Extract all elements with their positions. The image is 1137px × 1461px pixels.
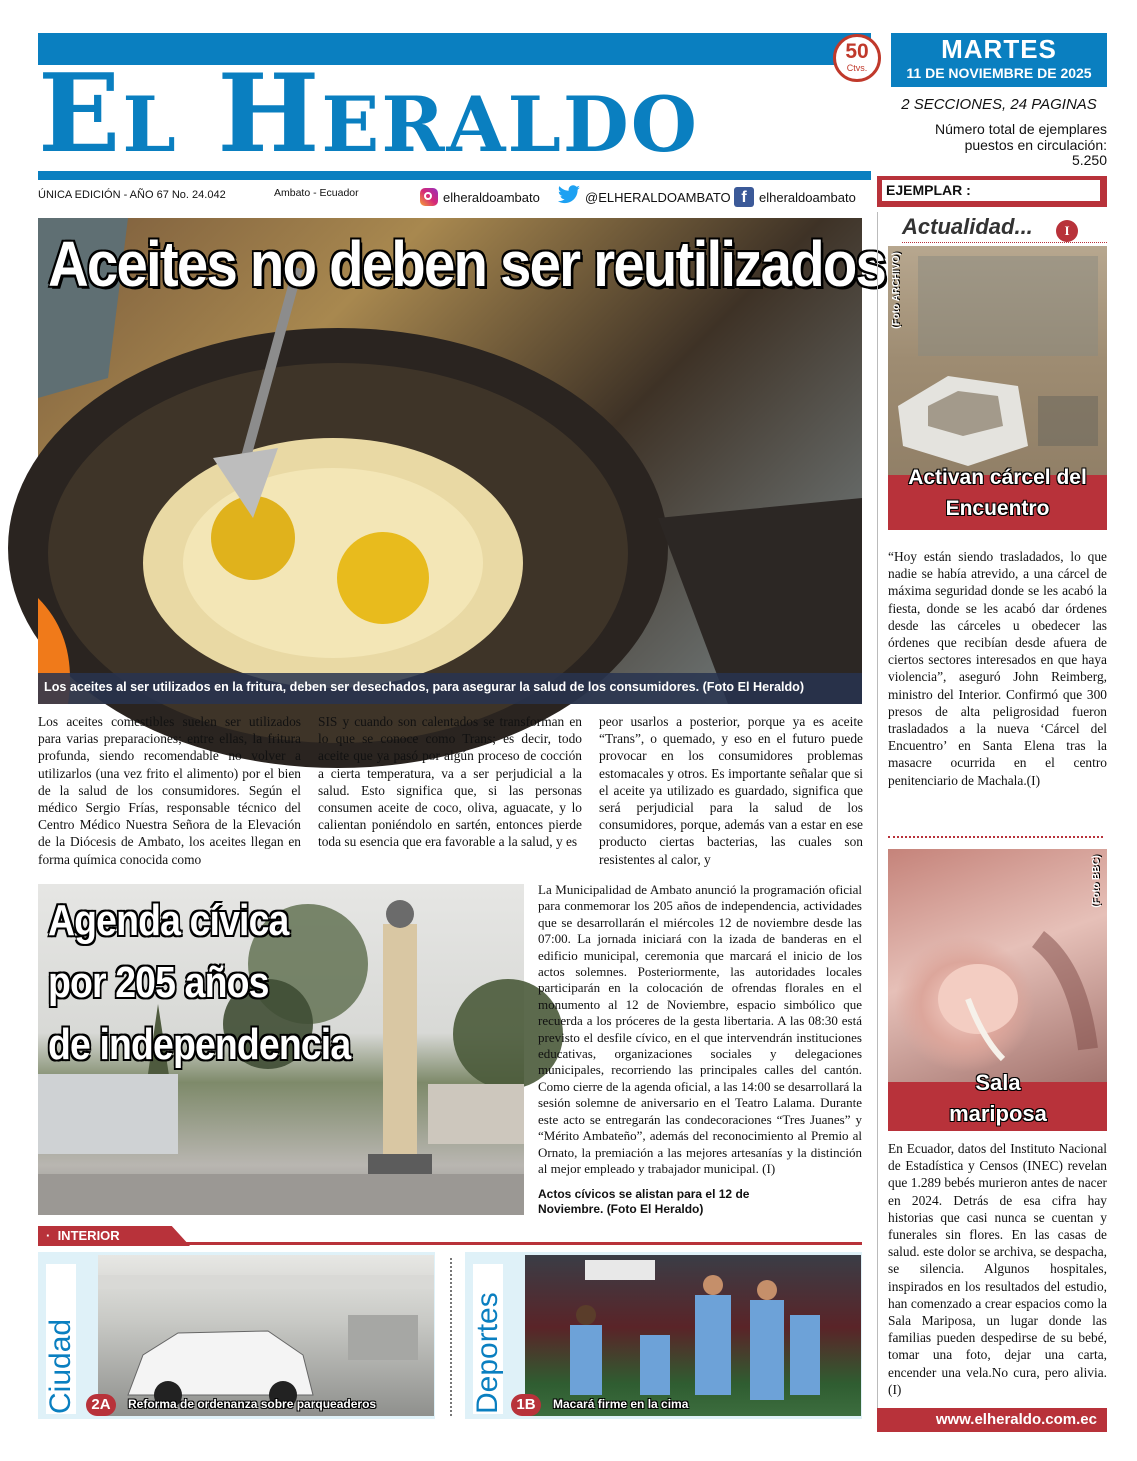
agenda-headline-line-1: Agenda cívica [48, 896, 289, 945]
facebook-icon: f [734, 187, 754, 207]
teaser-ciudad-photo [98, 1255, 434, 1416]
agenda-headline-line-3: de independencia [48, 1020, 351, 1069]
circulation-value: 5.250 [1071, 152, 1107, 168]
twitter-link[interactable] [557, 187, 731, 207]
interior-label-wrap [46, 1228, 120, 1243]
teaser-deportes-section: Deportes [473, 1264, 503, 1414]
lead-column-1: Los aceites comestibles suelen ser utilizados para varias preparaciones; entre ellas, la fritura profunda, siendo recomendable no volver a utilizarlos (una vez frito el alimento) por el bien de la salud de los consumidores. Según el médico Sergio Frías, responsable técnico del Centro Médico Nuestra Señora de la Elevación de la Diócesis de Ambato, los aceites llegan en forma química conocida como [38, 714, 301, 867]
facebook-link[interactable] [734, 187, 856, 207]
teaser-ciudad-caption: Reforma de ordenanza sobre parqueaderos [128, 1397, 377, 1411]
sala-photo[interactable] [888, 849, 1107, 1131]
prison-text: “Hoy están siendo trasladados, lo que nadie se había atrevido, a una cárcel de máxima seguridad donde se les acabó la fiesta, donde se les acabó dar órdenes desde las cárceles u obedecer las órdenes que recibían desde afuera de ciertos sectores interesados en que haya violencia”, aseguró John Reimberg, ministro del Interior. Confirmó que 300 presos de alta peligrosidad fueron trasladados a la nueva ‘Cárcel del Encuentro’ en Santa Elena tras la masacre ocurrida en el centro penitenciario de Machala.(I) [888, 549, 1107, 788]
copy-number-box [877, 176, 1107, 207]
sala-headline: Sala mariposa [949, 1070, 1047, 1126]
masthead-logo[interactable]: El Heraldo [38, 51, 699, 177]
prison-photo[interactable] [888, 246, 1107, 530]
teaser-ciudad-section: Ciudad [46, 1264, 76, 1414]
teaser-ciudad-badge: 2A [86, 1394, 116, 1416]
edition-info: ÚNICA EDICIÓN - AÑO 67 No. 24.042 [38, 189, 226, 201]
prison-headline: Activan cárcel del Encuentro [908, 466, 1087, 520]
prison-photo-credit: (Foto ARCHIVO) [891, 252, 902, 329]
price-unit: Ctvs. [846, 63, 868, 73]
sidebar-rule [877, 212, 879, 1422]
interior-label: INTERIOR [57, 1228, 120, 1243]
copy-number-label: EJEMPLAR : [882, 180, 1100, 201]
day-name: MARTES [941, 34, 1057, 64]
facebook-handle: elheraldoambato [759, 189, 856, 205]
agenda-headline [48, 890, 404, 1076]
twitter-handle: @ELHERALDOAMBATO [585, 189, 731, 205]
teaser-divider [450, 1258, 452, 1416]
sala-photo-credit: (Foto BBC) [1091, 855, 1102, 908]
location: Ambato - Ecuador [274, 187, 359, 199]
price-badge [833, 34, 881, 82]
teaser-ciudad[interactable] [38, 1252, 435, 1419]
instagram-handle: elheraldoambato [443, 189, 540, 205]
teaser-deportes-caption: Macará firme en la cima [553, 1397, 689, 1411]
date: 11 DE NOVIEMBRE DE 2025 [906, 65, 1092, 81]
lead-caption: Los aceites al ser utilizados en la fritura, deben ser desechados, para asegurar la salud de los consumidores. (Foto El Heraldo) [44, 680, 805, 694]
lead-headline: Aceites no deben ser reutilizados [48, 228, 886, 300]
interior-bullet: · [46, 1228, 58, 1243]
car-illustration [98, 1255, 434, 1416]
lead-photo[interactable] [38, 218, 886, 704]
agenda-text: La Municipalidad de Ambato anunció la programación oficial para conmemorar los 205 años de independencia, actividades que se desarrollarán el miércoles 12 de noviembre desde las 07:00. La jornada iniciará con la izada de banderas en el edificio municipal, ceremonia que marcará el inicio de los actos solemnes. Posteriormente, las autoridades locales participarán en la colocación de ofrendas florales en el monumento al 12 de Noviembre, espacio simbólico que recuerda a los próceres de la gesta libertaria. A las 08:30 está previsto el desfile cívico, en el que intervendrán instituciones educativas, organizaciones sociales y delegaciones municipales, recorriendo las principales calles del cantón. Como cierre de la agenda oficial, a las 14:00 se desarrollará la sesión solemne de aniversario en el Teatro Lalama. Durante este acto se entregarán las condecoraciones “Tres Juanes” y “Mérito Ambateño”, además del reconocimiento al Premio al Ornato, la premiación a las mejores artesanías y la distinción al mejor empleado y trabajador municipal. (I) [538, 882, 862, 1176]
lead-column-2: SIS y cuando son calentados se transforman en lo que se conoce como Trans; es decir, todo aceite que ya pasó por algún proceso de cocción a cierta temperatura, va a ser perjudicial a la salud. Esto significa que, si las personas consumen aceite de coco, oliva, aguacate, y lo calientan poniéndolo en sartén, entonces pierde toda su esencia que era favorable a la salud, y es [318, 714, 582, 850]
teaser-deportes[interactable] [465, 1252, 862, 1419]
sidebar-title-underline [902, 242, 1107, 244]
players-illustration [525, 1255, 861, 1416]
price-value: 50 [845, 40, 869, 63]
sidebar-section-badge: I [1056, 220, 1078, 242]
sidebar-section-title: Actualidad... [902, 214, 1033, 239]
date-box [891, 33, 1107, 87]
instagram-link[interactable] [420, 187, 540, 207]
website-bar[interactable] [877, 1408, 1107, 1432]
sections-count: 2 SECCIONES, 24 PAGINAS [901, 96, 1097, 113]
sala-text: En Ecuador, datos del Instituto Nacional de Estadística y Censos (INEC) revelan que 1.289 bebés murieron antes de nacer en 2024. Detrás de esa cifra hay historias que casi nunca se cuentan y funerales sin flores. En las casas de salud. este dolor se archiva, se despacha, se silencia. Algunos hospitales, inspirados en los resultados del estudio, han comenzado a crear espacios como la Sala Mariposa, un lugar donde las familias pueden despedirse de su bebé, tomar una foto, dejar una carta, encender una vela.No cura, pero alivia. (I) [888, 1141, 1107, 1397]
agenda-headline-line-2: por 205 años [48, 958, 269, 1007]
agenda-photo[interactable] [38, 884, 524, 1215]
twitter-icon [557, 185, 581, 210]
agenda-caption: Actos cívicos se alistan para el 12 de Noviembre. (Foto El Heraldo) [538, 1187, 750, 1216]
interior-rule [38, 1242, 862, 1245]
teaser-deportes-badge: 1B [511, 1394, 541, 1416]
instagram-icon [420, 188, 438, 206]
sidebar-dotted-separator [888, 836, 1103, 838]
website-url: www.elheraldo.com.ec [935, 1411, 1097, 1428]
circulation-label: Número total de ejemplares puestos en circulación: [935, 121, 1107, 153]
teaser-deportes-photo [525, 1255, 861, 1416]
lead-column-3: peor usarlos a posterior, porque ya es aceite “Trans”, o quemado, y eso en el futuro puede provocar en los consumidores problemas estomacales y otros. Es importante señalar que si el aceite ya utilizado es guardado, significa que será perjudicial para la salud de los consumidores, porque, además van a estar en ese producto ciertas bacterias, las cuales son resistentes al calor, y [599, 714, 863, 867]
